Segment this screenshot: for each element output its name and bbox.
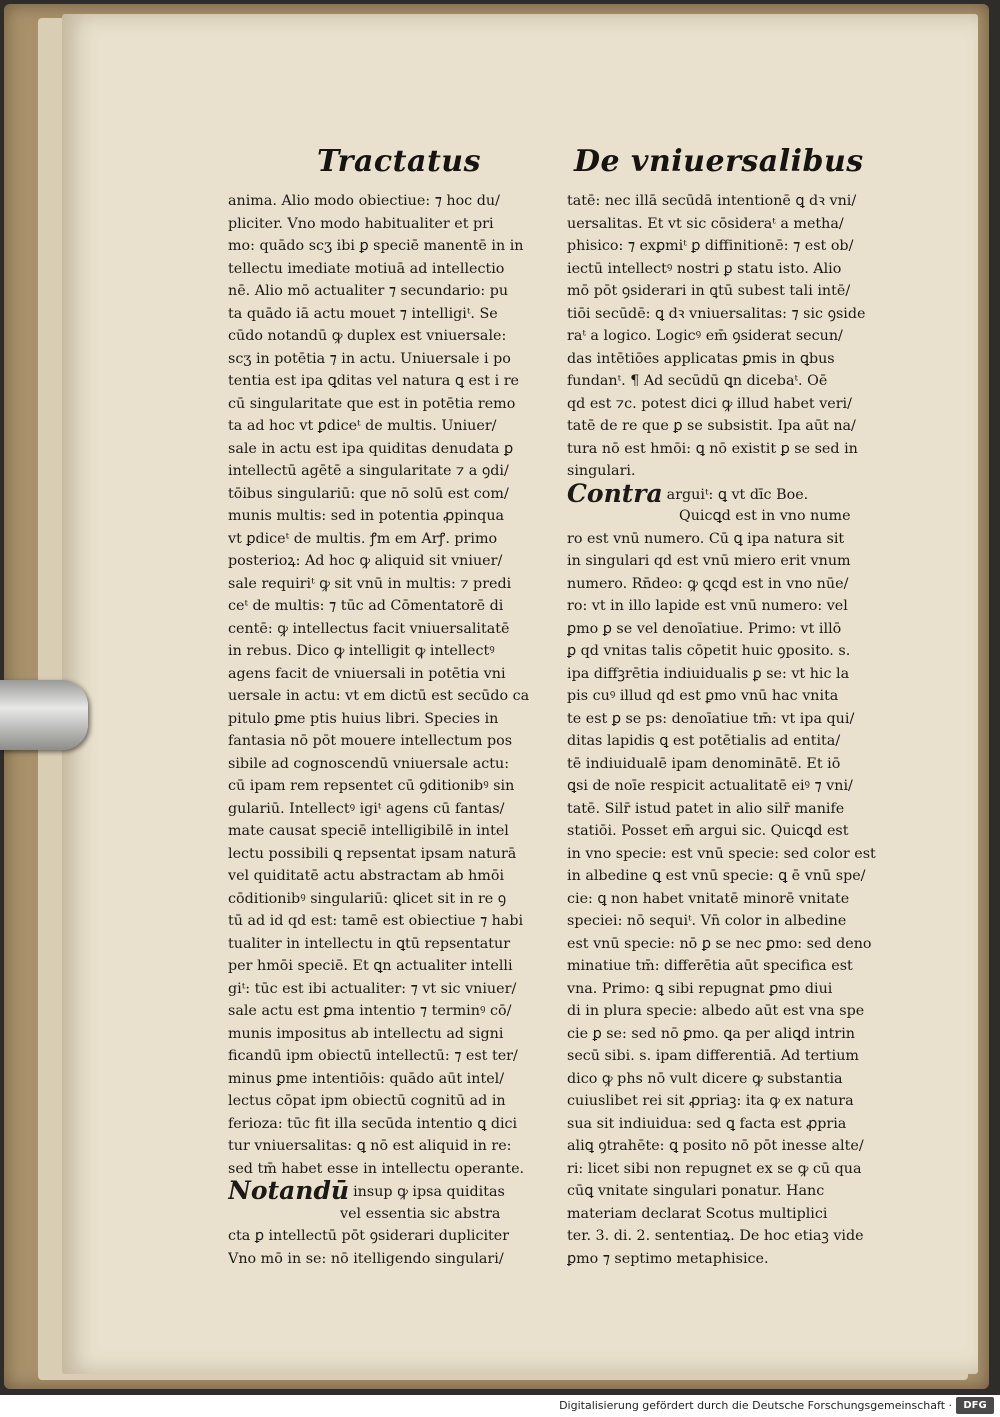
text-line: fantasia nō pōt mouere intellectum pos <box>228 733 513 749</box>
text-line: tatē. Silr̄ istud patet in alio silr̄ manife <box>567 800 845 817</box>
text-line: ro: vt in illo lapide est vnū numero: vel <box>567 598 848 614</box>
text-line: ꝑ qd vnitas talis cōpetit huic ꝯposito. s. <box>567 643 851 659</box>
text-line: in albedine ꝗ est vnū specie: ꝗ ē vnū spe/ <box>567 868 866 884</box>
text-line: anima. Alio modo obiectiue: ⁊ hoc du/ <box>228 193 500 209</box>
text-line: posterioꝝ: Ad hoc ꝙ aliquid sit vniuer/ <box>228 553 503 569</box>
text-line: phisico: ⁊ exꝑmiᵗ ꝑ diffinitionē: ⁊ est ob/ <box>567 238 854 254</box>
text-line: statiōi. Posset em̄ argui sic. Quicꝗd est <box>567 823 849 839</box>
section-initial-word: Notandū <box>228 1176 350 1205</box>
text-line: cūdo notandū ꝙ duplex est vniuersale: <box>228 328 507 344</box>
text-line: tur vniuersalitas: ꝗ nō est aliquid in re: <box>228 1138 512 1154</box>
text-line: agens facit de vniuersali in potētia vni <box>228 665 506 682</box>
text-line: ꝗsi de noīe respicit actualitatē eiꝰ ⁊ vni/ <box>567 778 853 794</box>
text-line: ta ad hoc vt ꝑdiceᵗ de multis. Uniuer/ <box>228 418 497 434</box>
text-line: ter. 3. di. 2. sententiaꝝ. De hoc etiaꝫ vide <box>567 1228 864 1244</box>
text-line: ficandū ipm obiectū intellectū: ⁊ est ter/ <box>228 1048 518 1064</box>
text-line: tatē: nec illā secūdā intentionē ꝗ dꝛ vni/ <box>567 193 857 209</box>
text-line: vel quiditatē actu abstractam ab hmōi <box>228 868 505 884</box>
text-line: materiam declarat Scotus multiplici <box>567 1205 828 1222</box>
text-line: te est ꝑ se ps: denoīatiue tm̄: vt ipa qui/ <box>567 710 855 727</box>
text-line: in singulari qd est vnū miero erit vnum <box>567 553 851 569</box>
text-line: dico ꝙ phs nō vult dicere ꝙ substantia <box>567 1070 843 1087</box>
text-line: in vno specie: est vnū specie: sed color est <box>567 845 876 862</box>
book-page <box>62 14 978 1374</box>
text-line: tū ad id qd est: tamē est obiectiue ⁊ habi <box>228 913 524 929</box>
running-head-right: De vniuersalibus <box>574 144 864 179</box>
text-line <box>228 1203 538 1226</box>
text-line: raᵗ a logico. Logicꝰ em̄ ꝯsiderat secun/ <box>567 328 843 344</box>
text-line <box>567 505 877 528</box>
text-fragment: arguiᵗ: ꝗ vt dīc Boe. <box>666 486 809 503</box>
text-line: tualiter in intellectu in ꝗtū repsentatur <box>228 935 511 952</box>
text-line: tatē de re que ꝑ se subsistit. Ipa aūt na/ <box>567 418 856 434</box>
text-line: cū singularitate que est in potētia remo <box>228 395 516 412</box>
text-line: iectū intellectꝰ nostri ꝑ statu isto. Alio <box>567 260 842 277</box>
text-line: cūꝗ vnitate singulari ponatur. Hanc <box>567 1183 825 1199</box>
text-line: tiōi secūdē: ꝗ dꝛ vniuersalitas: ⁊ sic ꝯside <box>567 305 866 322</box>
text-line: ꝑmo ꝑ se vel denoīatiue. Primo: vt illō <box>567 620 842 637</box>
text-line: tura nō est hmōi: ꝗ nō existit ꝑ se sed in <box>567 440 858 457</box>
text-line: in rebus. Dico ꝙ intelligit ꝙ intellectꝰ <box>228 643 495 659</box>
text-line: munis multis: sed in potentia ꝓpinqua <box>228 508 505 524</box>
text-line: ri: licet sibi non repugnet ex se ꝙ cū qua <box>567 1160 862 1177</box>
text-line: speciei: nō sequiᵗ. Vn̄ color in albedine <box>567 913 847 929</box>
text-line: sed tm̄ habet esse in intellectu operante. <box>228 1160 525 1177</box>
text-line: das intētiōes applicatas ꝑmis in ꝗbus <box>567 350 835 367</box>
text-line: di in plura specie: albedo aūt est vna spe <box>567 1003 865 1019</box>
text-line <box>567 478 877 508</box>
text-line: ꝑmo ⁊ septimo metaphisice. <box>567 1250 769 1267</box>
dfg-logo: DFG <box>956 1397 994 1414</box>
section-initial-word: Contra <box>567 478 663 508</box>
text-line: sibile ad cognoscendū vniuersale actu: <box>228 755 510 772</box>
text-line: vt ꝑdiceᵗ de multis. ꝭm em Arꝭ. primo <box>228 530 498 547</box>
text-line: pitulo ꝑme ptis huius libri. Species in <box>228 710 499 727</box>
text-line: numero. Rn̄deo: ꝙ ꝗcꝗd est in vno nūe/ <box>567 575 849 592</box>
text-line: sale requiriᵗ ꝙ sit vnū in multis: ⁊ predi <box>228 575 512 592</box>
text-column-right <box>567 190 877 1270</box>
text-line: cie: ꝗ non habet vnitatē minorē vnitate <box>567 890 850 907</box>
text-line: ferioza: tūc fit illa secūda intentio ꝗ dici <box>228 1115 518 1132</box>
text-line: sua sit indiuidua: sed ꝗ facta est ꝓpria <box>567 1115 847 1132</box>
text-line: tentia est ipa ꝗditas vel natura ꝗ est i re <box>228 373 519 389</box>
text-line: cōditionibꝰ singulariū: ꝗlicet sit in re ꝯ <box>228 890 507 907</box>
text-line: ro est vnū numero. Cū ꝗ ipa natura sit <box>567 530 845 547</box>
running-head-left: Tractatus <box>317 144 482 179</box>
text-line: sale in actu est ipa quiditas denudata ꝑ <box>228 440 514 457</box>
text-line: ditas lapidis ꝗ est potētialis ad entita/ <box>567 733 841 749</box>
text-fragment: insup ꝙ ipsa quiditas <box>353 1184 505 1200</box>
text-line: mate causat speciē intelligibilē in intel <box>228 823 509 839</box>
text-line: singulari. <box>567 463 636 479</box>
text-line: lectus cōpat ipm obiectū cognitū ad in <box>228 1093 506 1109</box>
text-line: tōibus singulariū: que nō solū est com/ <box>228 485 509 502</box>
text-line: ipa diffꝫrētia indiuidualis ꝑ se: vt hic la <box>567 665 850 682</box>
text-fragment: Quicꝗd est in vno nume <box>679 508 851 524</box>
text-line: intellectū agētē a singularitate ⁊ a ꝯdi/ <box>228 463 509 479</box>
text-line: pliciter. Vno modo habitualiter et pri <box>228 215 494 232</box>
text-line: qd est ⁊c. potest dici ꝙ illud habet veri/ <box>567 395 852 412</box>
text-line: centē: ꝙ intellectus facit vniuersalitatē <box>228 620 510 637</box>
text-line: nē. Alio mō actualiter ⁊ secundario: pu <box>228 283 509 299</box>
text-line: tē indiuidualē ipam denominātē. Et iō <box>567 755 841 772</box>
text-line: fundanᵗ. ¶ Ad secūdū ꝗn dicebaᵗ. Oē <box>567 373 828 389</box>
text-line: scʒ in potētia ⁊ in actu. Uniuersale i po <box>228 350 511 367</box>
text-line: secū sibi. s. ipam differentiā. Ad tertium <box>567 1048 859 1064</box>
book-clip <box>0 680 88 750</box>
funding-credit: Digitalisierung gefördert durch die Deutsche Forschungsgemeinschaft · <box>559 1399 952 1412</box>
text-line: ceᵗ de multis: ⁊ tūc ad Cōmentatorē di <box>228 598 504 614</box>
text-line: sale actu est ꝑma intentio ⁊ terminꝰ cō/ <box>228 1003 512 1019</box>
text-line: uersalitas. Et vt sic cōsideraᵗ a metha/ <box>567 215 844 232</box>
text-line: est vnū specie: nō ꝑ se nec ꝑmo: sed deno <box>567 935 872 952</box>
text-line: gulariū. Intellectꝰ igiᵗ agens cū fantas/ <box>228 800 505 817</box>
text-line: aliꝗ ꝯtrahēte: ꝗ posito nō pōt inesse alte/ <box>567 1138 864 1154</box>
text-fragment: vel essentia sic abstra <box>340 1205 501 1222</box>
text-line: giᵗ: tūc est ibi actualiter: ⁊ vt sic vniuer/ <box>228 980 517 997</box>
text-line: cie ꝑ se: sed nō ꝑmo. ꝗa per aliꝗd intrin <box>567 1025 856 1042</box>
text-line: per hmōi speciē. Et ꝗn actualiter intelli <box>228 958 513 974</box>
text-line: cuiuslibet rei sit ꝓpriaꝫ: ita ꝙ ex natura <box>567 1093 854 1109</box>
text-line: uersale in actu: vt em dictū est secūdo ca <box>228 688 530 704</box>
text-line: mō pōt ꝯsiderari in ꝗtū subest tali intē/ <box>567 283 851 299</box>
text-line: Vno mō in se: nō itelligendo singulari/ <box>228 1250 504 1267</box>
text-line: minatiue tm̄: differētia aūt specifica est <box>567 958 853 974</box>
text-line: mo: quādo scʒ ibi ꝑ speciē manentē in in <box>228 238 524 254</box>
text-line: pis cuꝰ illud qd est ꝑmo vnū hac vnita <box>567 688 839 704</box>
text-line: cū ipam rem repsentet cū ꝯditionibꝰ sin <box>228 778 515 794</box>
text-line: lectu possibili ꝗ repsentat ipsam naturā <box>228 845 517 862</box>
text-column-left <box>228 190 538 1270</box>
text-line: munis impositus ab intellectu ad signi <box>228 1025 504 1042</box>
footer-bar <box>0 1395 1000 1417</box>
text-line: vna. Primo: ꝗ sibi repugnat ꝑmo diui <box>567 980 833 997</box>
text-line: ta quādo iā actu mouet ⁊ intelligiᵗ. Se <box>228 305 498 322</box>
text-line: minus ꝑme intentiōis: quādo aūt intel/ <box>228 1070 505 1087</box>
text-line: cta ꝑ intellectū pōt ꝯsiderari dupliciter <box>228 1228 510 1244</box>
text-line: tellectu imediate motiuā ad intellectio <box>228 260 505 277</box>
text-line <box>228 1176 538 1205</box>
